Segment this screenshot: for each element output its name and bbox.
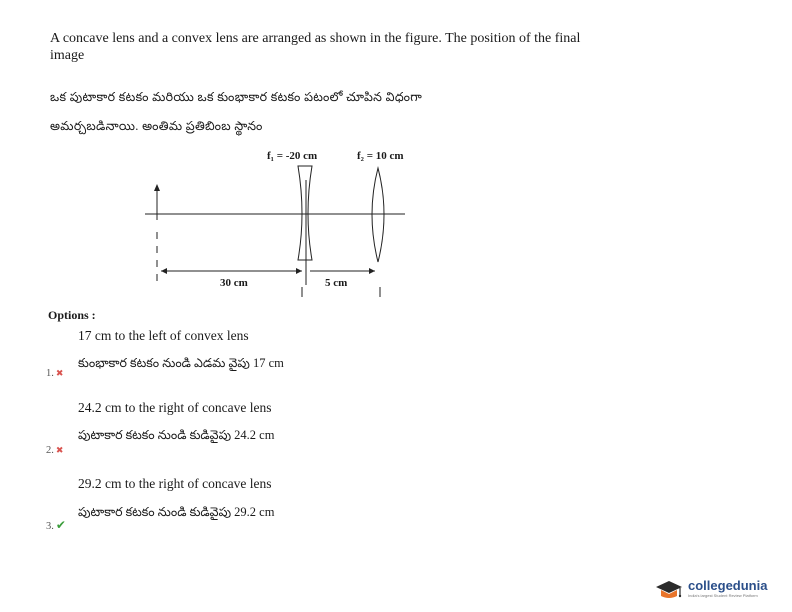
wrong-mark-icon: ✖ [55,445,64,455]
option-1-telugu: కుంభాకార కటకం నుండి ఎడమ వైపు 17 cm [78,356,284,370]
collegedunia-logo [654,578,782,604]
option-2-number-row [46,445,63,456]
distance-30cm-label: 30 cm [220,277,248,289]
option-3-number: 3. [46,521,54,532]
option-1-english: 17 cm to the left of convex lens [78,328,249,343]
option-3-telugu: పుటాకార కటకం నుండి కుడివైపు 29.2 cm [78,505,275,519]
concave-lens [298,166,312,260]
question-english: A concave lens and a convex lens are arranged as shown in the figure. The position of the final image [50,31,581,63]
question-telugu-line2: అమర్చబడినాయి. అంతిమ ప్రతిబింబ స్థానం [50,119,263,133]
correct-check-icon: ✔ [55,518,66,532]
option-1-number-row [46,368,63,379]
dimension-arrow-left [161,268,167,274]
graduation-cap-icon [654,578,684,604]
option-2-number: 2. [46,445,54,456]
distance-5cm-label: 5 cm [325,277,348,289]
option-3-number-row [46,518,66,533]
logo-tagline: India's largest Student Review Platform [688,593,758,598]
lens-diagram [140,140,440,310]
options-label: Options : [48,308,96,322]
dimension-arrow-5cm-right [369,268,375,274]
option-1-number: 1. [46,368,54,379]
option-2-english: 24.2 cm to the right of concave lens [78,400,272,415]
option-3-english: 29.2 cm to the right of concave lens [78,476,272,491]
wrong-mark-icon: ✖ [55,368,64,378]
dimension-arrow-right [296,268,302,274]
convex-lens [372,168,384,262]
f1-label: f₁ = -20 cm [267,150,318,162]
option-2-telugu: పుటాకార కటకం నుండి కుడివైపు 24.2 cm [78,428,275,442]
logo-name: collegedunia [688,578,768,593]
f2-label: f₂ = 10 cm [357,150,404,162]
object-arrow-head [154,184,160,191]
question-telugu-line1: ఒక పుటాకార కటకం మరియు ఒక కుంభాకార కటకం పటంలో చూపిన విధంగా [50,90,423,104]
